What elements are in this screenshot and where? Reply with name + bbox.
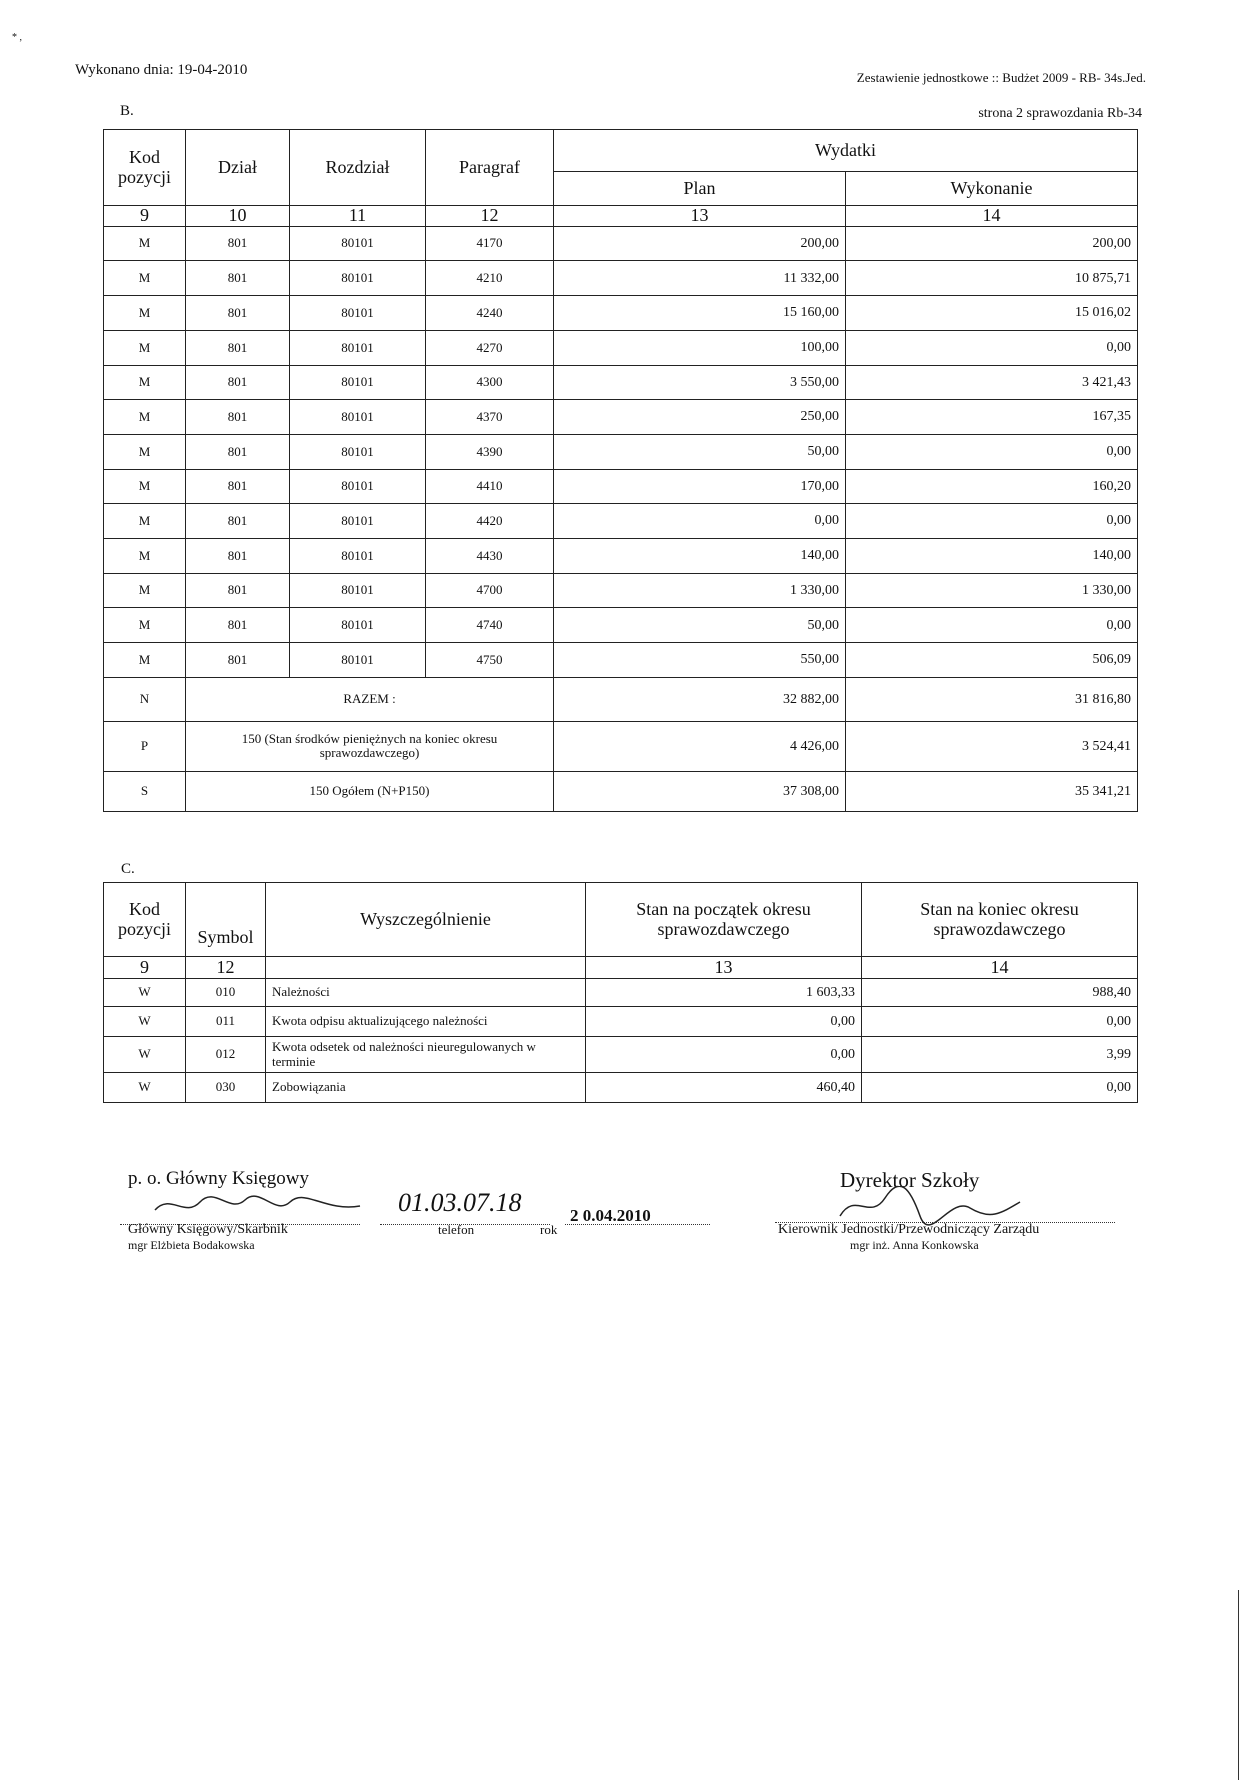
header-rozdzial: Rozdział	[290, 130, 426, 206]
razem-plan: 32 882,00	[554, 677, 846, 721]
c-header-kod: Kod pozycji	[104, 883, 186, 957]
expenses-table	[103, 129, 1138, 812]
c-cell-symbol: 010	[186, 979, 266, 1007]
stan-srodkow-row	[104, 721, 1138, 771]
cell-dzial: 801	[186, 226, 290, 261]
table-row	[104, 434, 1138, 469]
c-cell-symbol: 030	[186, 1073, 266, 1103]
cell-rozdzial: 80101	[290, 504, 426, 539]
p150-wykonanie: 3 524,41	[846, 721, 1138, 771]
header-plan: Plan	[554, 172, 846, 206]
c-colnum-kod: 9	[104, 957, 186, 979]
p150-plan: 4 426,00	[554, 721, 846, 771]
cell-dzial: 801	[186, 608, 290, 643]
cell-rozdzial: 80101	[290, 400, 426, 435]
cell-plan: 250,00	[554, 400, 846, 435]
c-cell-symbol: 012	[186, 1037, 266, 1073]
cell-wykonanie: 10 875,71	[846, 261, 1138, 296]
page-info: strona 2 sprawozdania Rb-34	[978, 106, 1142, 121]
cell-paragraf: 4420	[426, 504, 554, 539]
cell-plan: 100,00	[554, 330, 846, 365]
s-label: 150 Ogółem (N+P150)	[186, 771, 554, 811]
c-cell-name: Kwota odpisu aktualizującego należności	[266, 1007, 586, 1037]
cell-rozdzial: 80101	[290, 226, 426, 261]
cell-paragraf: 4240	[426, 296, 554, 331]
cell-wykonanie: 15 016,02	[846, 296, 1138, 331]
cell-kod: M	[104, 608, 186, 643]
cell-paragraf: 4700	[426, 573, 554, 608]
p150-kod: P	[104, 721, 186, 771]
handwritten-phone: 01.03.07.18	[398, 1188, 522, 1217]
colnum-paragraf: 12	[426, 206, 554, 227]
generated-date: Wykonano dnia: 19-04-2010	[75, 62, 248, 78]
report-title: Zestawienie jednostkowe :: Budżet 2009 - RB- 34s.Jed.	[856, 70, 1146, 85]
c-cell-kod: W	[104, 1037, 186, 1073]
cell-rozdzial: 80101	[290, 608, 426, 643]
table-row	[104, 979, 1138, 1007]
header-wydatki: Wydatki	[554, 130, 1138, 172]
cell-plan: 50,00	[554, 434, 846, 469]
s-wykonanie: 35 341,21	[846, 771, 1138, 811]
cell-dzial: 801	[186, 330, 290, 365]
stamp-director: Dyrektor Szkoły	[840, 1168, 980, 1192]
cell-paragraf: 4740	[426, 608, 554, 643]
cell-dzial: 801	[186, 261, 290, 296]
c-colnum-end: 14	[862, 957, 1138, 979]
header-wykonanie: Wykonanie	[846, 172, 1138, 206]
stamp-chief-accountant: p. o. Główny Księgowy	[128, 1168, 310, 1189]
cell-rozdzial: 80101	[290, 538, 426, 573]
label-head-of-unit: Kierownik Jednostki/Przewodniczący Zarządu	[778, 1222, 1040, 1237]
cell-dzial: 801	[186, 296, 290, 331]
cell-paragraf: 4750	[426, 643, 554, 678]
label-chief-accountant: Główny Księgowy/Skarbnik	[128, 1222, 288, 1237]
c-header-stan-poczatek: Stan na początek okresu sprawozdawczego	[586, 883, 862, 957]
cell-plan: 0,00	[554, 504, 846, 539]
table-row	[104, 1037, 1138, 1073]
cell-plan: 200,00	[554, 226, 846, 261]
cell-paragraf: 4390	[426, 434, 554, 469]
razem-wykonanie: 31 816,80	[846, 677, 1138, 721]
table-row	[104, 504, 1138, 539]
table-row	[104, 330, 1138, 365]
cell-kod: M	[104, 330, 186, 365]
cell-rozdzial: 80101	[290, 296, 426, 331]
c-cell-start: 0,00	[586, 1037, 862, 1073]
table-row	[104, 1073, 1138, 1103]
label-phone: telefon	[438, 1222, 475, 1237]
scan-edge-line	[1238, 1590, 1240, 1780]
cell-wykonanie: 1 330,00	[846, 573, 1138, 608]
cell-dzial: 801	[186, 504, 290, 539]
c-cell-name: Zobowiązania	[266, 1073, 586, 1103]
cell-paragraf: 4430	[426, 538, 554, 573]
c-cell-start: 0,00	[586, 1007, 862, 1037]
balances-table	[103, 882, 1138, 1103]
signature-date: 2 0.04.2010	[570, 1206, 651, 1225]
cell-kod: M	[104, 434, 186, 469]
cell-paragraf: 4270	[426, 330, 554, 365]
cell-kod: M	[104, 573, 186, 608]
cell-wykonanie: 167,35	[846, 400, 1138, 435]
header-dzial: Dział	[186, 130, 290, 206]
cell-rozdzial: 80101	[290, 330, 426, 365]
c-cell-end: 988,40	[862, 979, 1138, 1007]
cell-wykonanie: 506,09	[846, 643, 1138, 678]
cell-dzial: 801	[186, 434, 290, 469]
colnum-kod: 9	[104, 206, 186, 227]
cell-dzial: 801	[186, 538, 290, 573]
cell-plan: 140,00	[554, 538, 846, 573]
header-paragraf: Paragraf	[426, 130, 554, 206]
c-cell-name: Kwota odsetek od należności nieuregulowanych w terminie	[266, 1037, 586, 1073]
cell-paragraf: 4410	[426, 469, 554, 504]
colnum-dzial: 10	[186, 206, 290, 227]
razem-row	[104, 677, 1138, 721]
accountant-signature	[150, 1188, 370, 1222]
table-row	[104, 643, 1138, 678]
c-colnum-wyszcz	[266, 957, 586, 979]
c-cell-symbol: 011	[186, 1007, 266, 1037]
cell-wykonanie: 140,00	[846, 538, 1138, 573]
director-signature	[830, 1186, 1030, 1226]
scan-marks: * ,	[12, 32, 22, 43]
razem-kod: N	[104, 677, 186, 721]
table-row	[104, 469, 1138, 504]
cell-plan: 11 332,00	[554, 261, 846, 296]
table-row	[104, 261, 1138, 296]
ogolem-row	[104, 771, 1138, 811]
razem-label: RAZEM :	[186, 677, 554, 721]
stamp-director-name: mgr inż. Anna Konkowska	[850, 1238, 979, 1252]
cell-wykonanie: 0,00	[846, 330, 1138, 365]
cell-kod: M	[104, 226, 186, 261]
c-colnum-symbol: 12	[186, 957, 266, 979]
cell-dzial: 801	[186, 400, 290, 435]
cell-kod: M	[104, 296, 186, 331]
cell-kod: M	[104, 538, 186, 573]
cell-kod: M	[104, 365, 186, 400]
cell-kod: M	[104, 643, 186, 678]
header-kod: Kod pozycji	[104, 130, 186, 206]
colnum-rozdzial: 11	[290, 206, 426, 227]
colnum-plan: 13	[554, 206, 846, 227]
cell-dzial: 801	[186, 573, 290, 608]
p150-label: 150 (Stan środków pieniężnych na koniec okresu sprawozdawczego)	[186, 721, 554, 771]
cell-wykonanie: 0,00	[846, 504, 1138, 539]
c-cell-kod: W	[104, 1073, 186, 1103]
label-year: rok	[540, 1222, 558, 1237]
cell-paragraf: 4210	[426, 261, 554, 296]
section-b-label: B.	[120, 103, 134, 119]
cell-wykonanie: 3 421,43	[846, 365, 1138, 400]
table-row	[104, 538, 1138, 573]
c-cell-kod: W	[104, 1007, 186, 1037]
cell-wykonanie: 160,20	[846, 469, 1138, 504]
c-header-wyszczegolnienie: Wyszczególnienie	[266, 883, 586, 957]
c-cell-start: 1 603,33	[586, 979, 862, 1007]
cell-rozdzial: 80101	[290, 434, 426, 469]
cell-plan: 170,00	[554, 469, 846, 504]
cell-paragraf: 4170	[426, 226, 554, 261]
section-c-label: C.	[121, 861, 135, 877]
s-plan: 37 308,00	[554, 771, 846, 811]
cell-paragraf: 4370	[426, 400, 554, 435]
cell-kod: M	[104, 504, 186, 539]
cell-wykonanie: 200,00	[846, 226, 1138, 261]
c-cell-start: 460,40	[586, 1073, 862, 1103]
c-cell-name: Należności	[266, 979, 586, 1007]
table-row	[104, 400, 1138, 435]
cell-paragraf: 4300	[426, 365, 554, 400]
cell-rozdzial: 80101	[290, 469, 426, 504]
cell-rozdzial: 80101	[290, 573, 426, 608]
cell-rozdzial: 80101	[290, 261, 426, 296]
cell-plan: 3 550,00	[554, 365, 846, 400]
cell-plan: 1 330,00	[554, 573, 846, 608]
cell-dzial: 801	[186, 643, 290, 678]
cell-kod: M	[104, 261, 186, 296]
stamp-accountant-name: mgr Elżbieta Bodakowska	[128, 1238, 255, 1252]
cell-wykonanie: 0,00	[846, 434, 1138, 469]
cell-plan: 550,00	[554, 643, 846, 678]
cell-kod: M	[104, 469, 186, 504]
table-row	[104, 1007, 1138, 1037]
date-line	[565, 1224, 710, 1225]
cell-plan: 50,00	[554, 608, 846, 643]
cell-kod: M	[104, 400, 186, 435]
cell-dzial: 801	[186, 365, 290, 400]
c-cell-kod: W	[104, 979, 186, 1007]
cell-rozdzial: 80101	[290, 365, 426, 400]
table-row	[104, 296, 1138, 331]
c-header-stan-koniec: Stan na koniec okresu sprawozdawczego	[862, 883, 1138, 957]
c-cell-end: 0,00	[862, 1007, 1138, 1037]
table-row	[104, 365, 1138, 400]
cell-rozdzial: 80101	[290, 643, 426, 678]
table-row	[104, 226, 1138, 261]
c-cell-end: 3,99	[862, 1037, 1138, 1073]
c-cell-end: 0,00	[862, 1073, 1138, 1103]
c-colnum-start: 13	[586, 957, 862, 979]
table-row	[104, 608, 1138, 643]
cell-wykonanie: 0,00	[846, 608, 1138, 643]
s-kod: S	[104, 771, 186, 811]
cell-plan: 15 160,00	[554, 296, 846, 331]
cell-dzial: 801	[186, 469, 290, 504]
colnum-wykonanie: 14	[846, 206, 1138, 227]
c-header-symbol: Symbol	[186, 883, 266, 957]
table-row	[104, 573, 1138, 608]
